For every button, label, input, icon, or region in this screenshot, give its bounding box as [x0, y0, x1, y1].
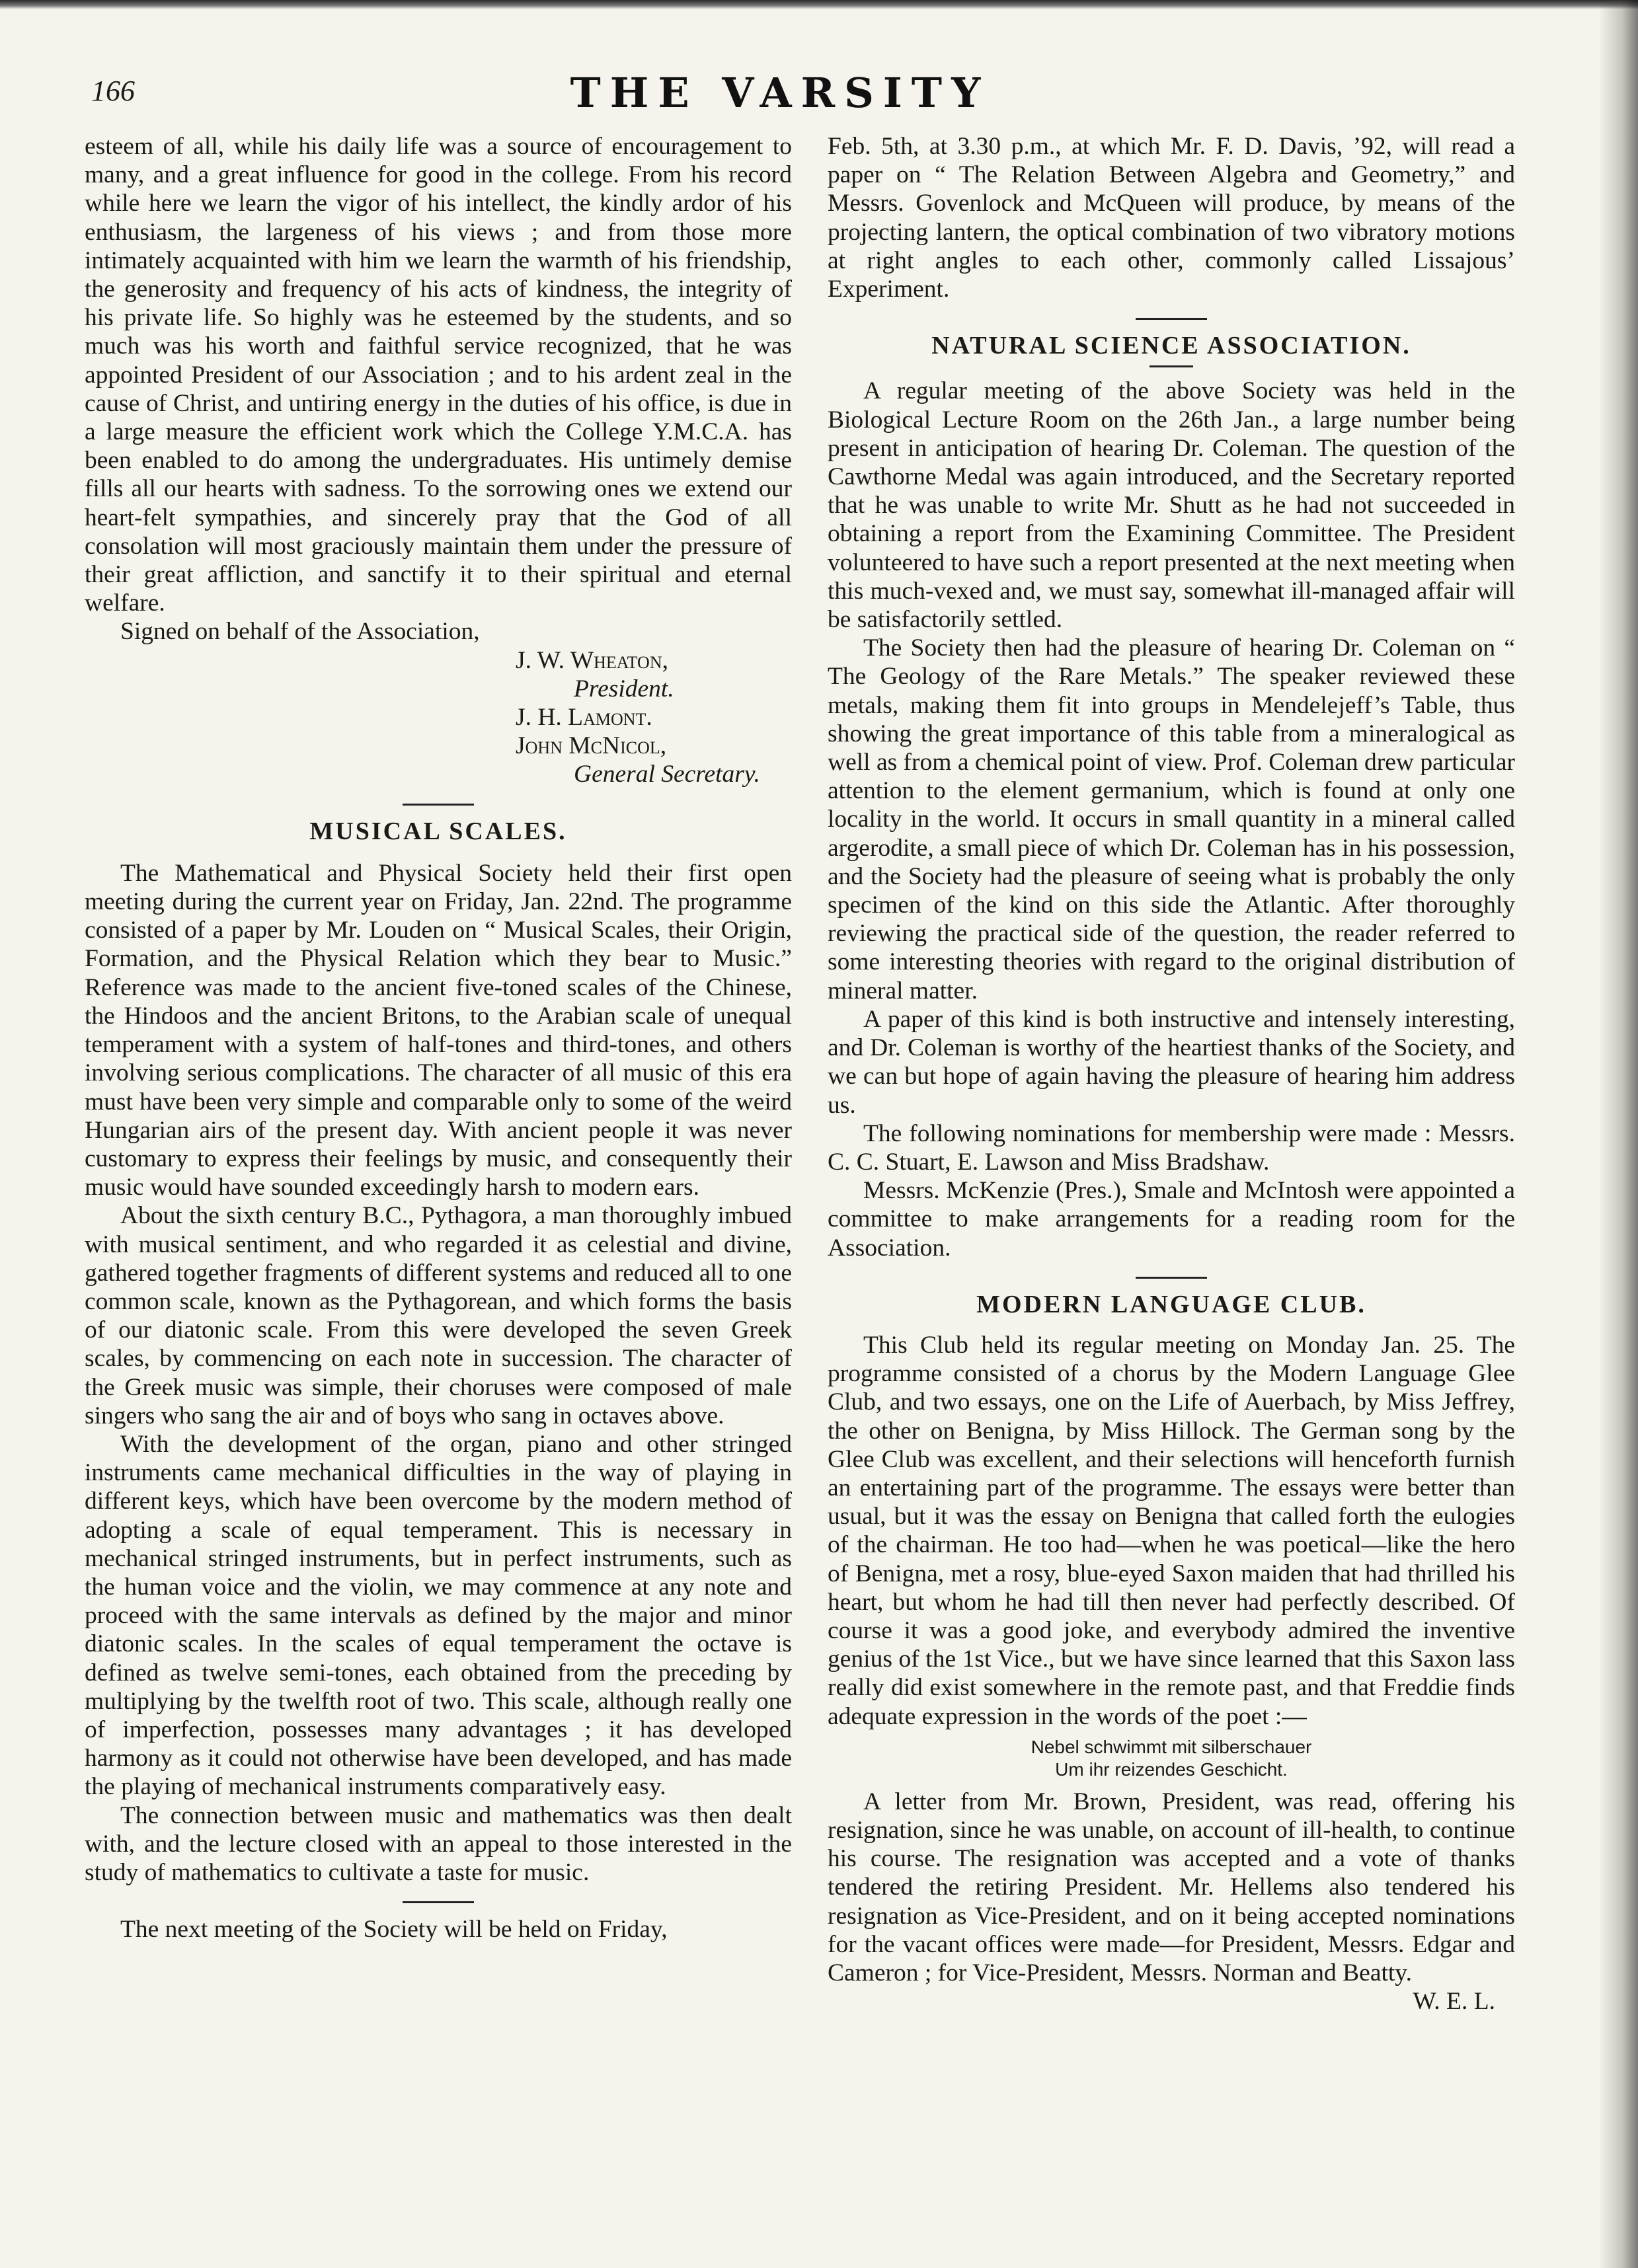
page-top-edge [0, 0, 1638, 9]
section-title-natural-science: NATURAL SCIENCE ASSOCIATION. [931, 332, 1411, 360]
right-column [828, 132, 1515, 2016]
natural-paragraph-1: A regular meeting of the above Society was held in the Biological Lecture Room on the 26th Jan., a large number being present in anticipation of hearing Dr. Coleman. The question of the Cawthorne Medal was again introduced, and the Secretary reported that he was unable to write Mr. Shutt as he had not succeeded in obtaining a report from the Examining Committee. The President volunteered to have such a report presented at the next meeting when this much-vexed and, we must say, somewhat ill-managed affair will be satisfactorily settled. [828, 377, 1515, 634]
author-initials: W. E. L. [1413, 1988, 1495, 2016]
page-header [79, 66, 1481, 119]
natural-paragraph-2: The Society then had the pleasure of hearing Dr. Coleman on “ The Geology of the Rare Metals.” The speaker reviewed these metals, making them fit into groups in Mendelejeff’s Table, thus showing the great importance of this table from a mineralogical as well as from a chemical point of view. Prof. Coleman drew particular attention to the element germanium, which is found at only one locality in the world. It occurs in small quantity in a mineral called argerodite, a small piece of which Dr. Coleman has in his possession, and the Society had the pleasure of seeing what is probably the only specimen of the kind on this side the Atlantic. After thoroughly reviewing the practical side of the question, the reader referred to some interesting theories with regard to the original distribution of mineral matter. [828, 634, 1515, 1004]
masthead-title: THE VARSITY [570, 69, 990, 117]
natural-paragraph-4: The following nominations for membership were made : Messrs. C. C. Stuart, E. Lawson and Miss Bradshaw. [828, 1119, 1515, 1176]
continued-paragraph: Feb. 5th, at 3.30 p.m., at which Mr. F. D. Davis, ’92, will read a paper on “ The Relation Between Algebra and Geometry,” and Messrs. Govenlock and McQueen will produce, by means of the projecting lantern, the optical combination of two vibratory motions at right angles to each other, commonly called Lissajous’ Experiment. [828, 133, 1515, 303]
section-title-musical-scales: MUSICAL SCALES. [309, 817, 567, 845]
page-binding-shadow [1598, 0, 1638, 2268]
signed-line: Signed on behalf of the Association, [120, 618, 480, 646]
musical-paragraph-5: The next meeting of the Society will be held on Friday, [120, 1916, 668, 1944]
tribute-paragraph: esteem of all, while his daily life was a source of encouragement to many, and a great influence for good in the college. From his record while here we learn the vigor of his intellect, the kindly ardor of his enthusiasm, the largeness of his views ; and from those more intimately acquainted with him we learn the warmth of his friendship, the generosity and frequency of his acts of kindness, the integrity of his private life. So highly was he esteemed by the students, and so much was his worth and faithful service recognized, that he was appointed President of our Association ; and to his ardent zeal in the cause of Christ, and untiring energy in the duties of his office, is due in a large measure the efficient work which the College Y.M.C.A. has been enabled to do among the undergraduates. His untimely demise fills all our hearts with sadness. To the sorrowing ones we extend our heart-felt sympathies, and sincerely pray that the God of all consolation will most graciously maintain them under the pressure of their great affliction, and sanctify it to their spiritual and eternal welfare. [85, 133, 792, 617]
verse-line: Nebel schwimmt mit silberschauer [1031, 1736, 1312, 1757]
left-column [85, 132, 792, 1944]
musical-paragraph-2: About the sixth century B.C., Pythagora, a man thoroughly imbued with musical sentiment, and who regarded it as celestial and divine, gathered together fragments of different systems and reduced all to one common scale, known as the Pythagorean, and which forms the basis of our diatonic scale. From this were developed the seven Greek scales, by commencing on each note in succession. The character of the Greek music was simple, their choruses were composed of male singers who sang the air and of boys who sang in octaves above. [85, 1202, 792, 1429]
title-underline [1150, 365, 1193, 367]
musical-paragraph-1: The Mathematical and Physical Society held their first open meeting during the current year on Friday, Jan. 22nd. The programme consisted of a paper by Mr. Louden on “ Musical Scales, their Origin, Formation, and the Physical Relation which they bear to Music.” Reference was made to the ancient five-toned scales of the Chinese, the Hindoos and the ancient Britons, to the Arabian scale of unequal temperament with a system of half-tones and third-tones, and others involving serious complications. The character of all music of this era must have been very simple and comparable only to some of the weird Hungarian airs of the present day. With ancient people it was never customary to express their feelings by music, and consequently their music would have sounded exceedingly harsh to modern ears. [85, 859, 792, 1201]
natural-paragraph-5: Messrs. McKenzie (Pres.), Smale and McIntosh were appointed a committee to make arrangements for a reading room for the Association. [828, 1177, 1515, 1262]
page-number: 166 [91, 75, 135, 107]
verse-quote [828, 1736, 1515, 1781]
natural-paragraph-3: A paper of this kind is both instructive and intensely interesting, and Dr. Coleman is worthy of the heartiest thanks of the Society, and we can but hope of again having the pleasure of hearing him address us. [828, 1005, 1515, 1119]
section-divider [403, 804, 474, 806]
verse-line: Um ihr reizendes Geschicht. [1055, 1758, 1288, 1780]
musical-paragraph-3: With the development of the organ, piano and other stringed instruments came mechanical difficulties in the way of playing in different keys, which have been overcome by the modern method of adopting a scale of equal temperament. This is necessary in mechanical stringed instruments, but in perfect instruments, such as the human voice and the violin, we may commence at any note and proceed with the same intervals as defined by the major and minor diatonic scales. In the scales of equal temperament the octave is defined as twelve semi-tones, each obtained from the preceding by multiplying by the twelfth root of two. This scale, although really one of imperfection, possesses many advantages ; it has developed harmony as it could not otherwise have been developed, and has made the playing of mechanical instruments comparatively easy. [85, 1430, 792, 1801]
section-divider [1136, 1277, 1207, 1279]
section-divider [1136, 318, 1207, 320]
modern-paragraph-1: This Club held its regular meeting on Monday Jan. 25. The programme consisted of a chorus by the Modern Language Glee Club, and two essays, one on the Life of Auerbach, by Miss Jeffrey, the other on Benigna, by Miss Hillock. The German song by the Glee Club was excellent, and their selections will henceforth furnish an entertaining part of the programme. The essays were better than usual, but it was the essay on Benigna that called forth the eulogies of the chairman. He too had—when he was poetical—like the hero of Benigna, met a rosy, blue-eyed Saxon maiden that had thrilled his heart, but whom he had till then never had perfectly described. Of course it was a good joke, and everybody admired the inventive genius of the 1st Vice., but we have since learned that this Saxon lass really did exist somewhere in the remote past, and that Freddie finds adequate expression in the words of the poet :— [828, 1331, 1515, 1730]
signature-role: President. [574, 675, 674, 702]
signature-name: J. H. Lamont. [516, 704, 652, 732]
signature-name: J. W. Wheaton, [516, 646, 668, 674]
signature-lamont [516, 703, 792, 732]
modern-paragraph-2: A letter from Mr. Brown, President, was read, offering his resignation, since he was unable, on account of ill-health, to continue his course. The resignation was accepted and a vote of thanks tendered the retiring President. Mr. Hellems also tendered his resignation as Vice-President, and on it being accepted nominations for the vacant offices were made—for President, Messrs. Edgar and Cameron ; for Vice-President, Messrs. Norman and Beatty. [828, 1788, 1515, 1986]
signature-block [516, 646, 792, 789]
signature-wheaton [516, 646, 792, 703]
section-title-modern-language: MODERN LANGUAGE CLUB. [976, 1290, 1366, 1318]
musical-paragraph-4: The connection between music and mathematics was then dealt with, and the lecture closed with an appeal to those interested in the study of mathematics to cultivate a taste for music. [85, 1801, 792, 1886]
signature-role: General Secretary. [574, 761, 760, 788]
signature-name: John McNicol, [516, 732, 667, 760]
signature-mcnicol [516, 732, 792, 788]
section-divider [403, 1901, 474, 1903]
